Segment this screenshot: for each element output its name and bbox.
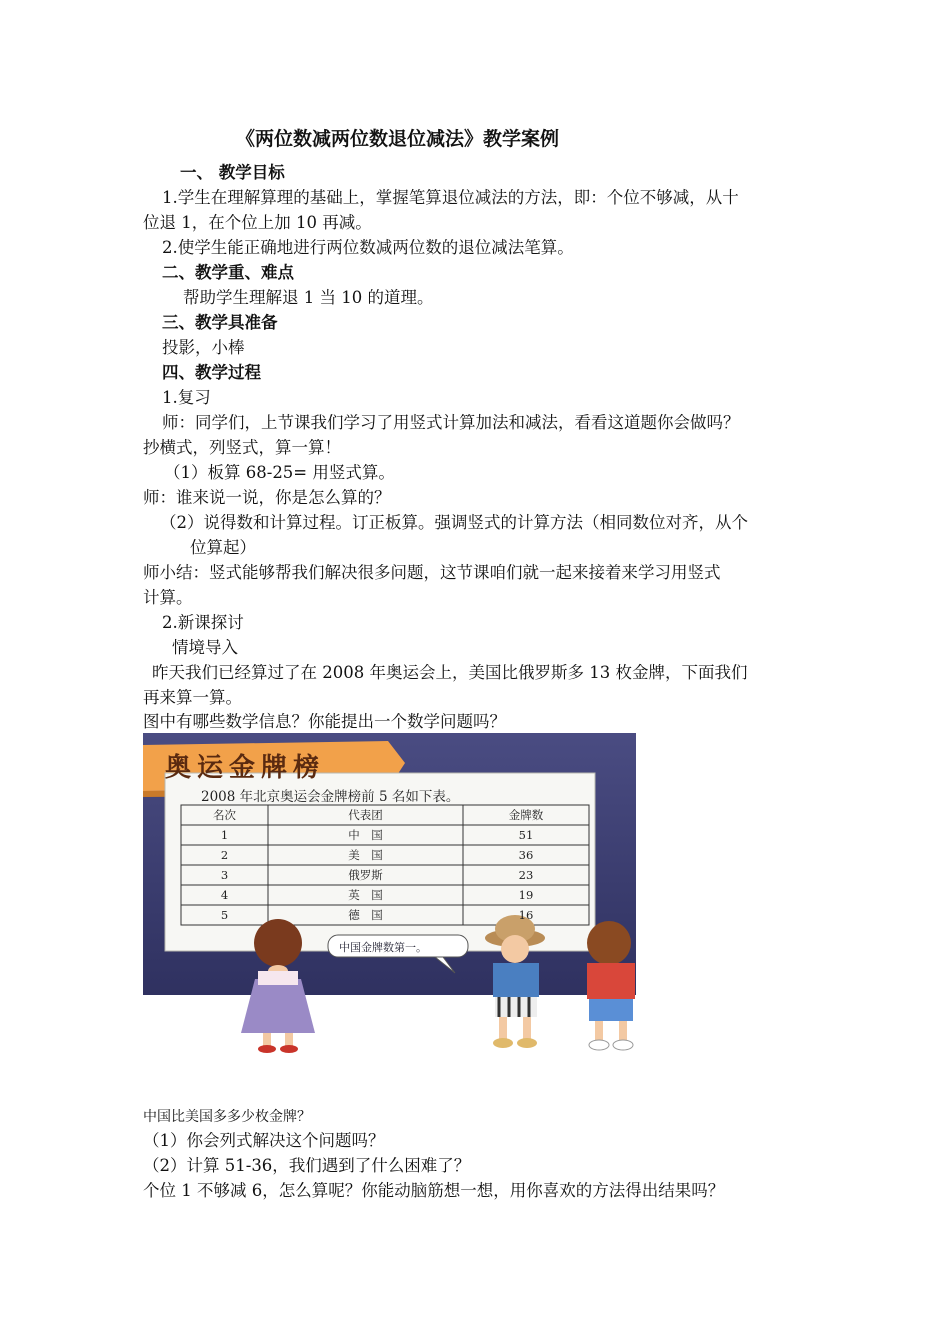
header-team: 代表团 xyxy=(348,808,383,822)
cell-team: 美 国 xyxy=(348,848,383,862)
cell-rank: 4 xyxy=(220,888,229,902)
cell-gold: 23 xyxy=(518,868,534,882)
paragraph-line: 师：谁来说一说，你是怎么算的？ xyxy=(143,488,391,507)
olympic-medal-figure xyxy=(143,733,650,1055)
paragraph-line: （1）板算 68-25= 用竖式算。 xyxy=(164,463,395,482)
cell-rank: 5 xyxy=(220,908,229,922)
paragraph-line: 1.复习 xyxy=(162,388,211,407)
paragraph-line: 昨天我们已经算过了在 2008 年奥运会上，美国比俄罗斯多 13 枚金牌，下面我们 xyxy=(152,663,748,682)
paragraph-line: 再来算一算。 xyxy=(143,688,242,707)
cell-team: 中 国 xyxy=(348,828,383,842)
document-title: 《两位数减两位数退位减法》教学案例 xyxy=(236,128,560,150)
header-rank: 名次 xyxy=(213,808,236,822)
paragraph-line: 师小结：竖式能够帮我们解决很多问题，这节课咱们就一起来接着来学习用竖式 xyxy=(143,563,721,582)
paragraph-line: 1.学生在理解算理的基础上，掌握笔算退位减法的方法，即：个位不够减，从十 xyxy=(162,188,739,207)
cell-gold: 19 xyxy=(518,888,534,902)
paragraph-line: 位算起） xyxy=(190,538,256,557)
cell-team: 英 国 xyxy=(348,888,383,902)
heading-materials: 三、教学具准备 xyxy=(162,313,278,332)
cell-rank: 2 xyxy=(220,848,229,862)
cell-rank: 3 xyxy=(220,868,229,882)
paragraph-line: 抄横式，列竖式，算一算！ xyxy=(143,438,341,457)
cell-team: 德 国 xyxy=(348,908,383,922)
table-row xyxy=(181,845,589,865)
cell-gold: 16 xyxy=(518,908,534,922)
cell-rank: 1 xyxy=(220,828,229,842)
paragraph-line: 中国比美国多多少枚金牌？ xyxy=(143,1109,311,1125)
heading-teaching-goals: 一、 教学目标 xyxy=(180,163,285,182)
table-row xyxy=(181,905,589,925)
medal-table xyxy=(181,805,589,925)
paragraph-line: 计算。 xyxy=(143,588,193,607)
paragraph-line: （2）说得数和计算过程。订正板算。强调竖式的计算方法（相同数位对齐，从个 xyxy=(160,513,748,532)
table-row xyxy=(181,885,589,905)
paragraph-line: 师：同学们，上节课我们学习了用竖式计算加法和减法，看看这道题你会做吗？ xyxy=(162,413,740,432)
paragraph-line: 个位 1 不够减 6，怎么算呢？你能动脑筋想一想，用你喜欢的方法得出结果吗？ xyxy=(143,1181,725,1200)
banner-title: 奥运金牌榜 xyxy=(165,753,326,783)
cell-team: 俄罗斯 xyxy=(348,868,383,882)
boy-with-hat-figure xyxy=(485,915,545,1048)
paragraph-line: 投影，小棒 xyxy=(162,338,245,357)
paragraph-line: 帮助学生理解退 1 当 10 的道理。 xyxy=(183,288,434,307)
paragraph-line: （2）计算 51-36，我们遇到了什么困难了？ xyxy=(143,1156,471,1175)
table-row xyxy=(181,865,589,885)
paragraph-line: 情境导入 xyxy=(172,638,238,657)
heading-key-points: 二、教学重、难点 xyxy=(162,263,294,282)
heading-process: 四、教学过程 xyxy=(162,363,261,382)
paragraph-line: 图中有哪些数学信息？你能提出一个数学问题吗？ xyxy=(143,712,506,731)
header-gold: 金牌数 xyxy=(508,808,544,822)
table-header-row xyxy=(181,805,589,825)
paragraph-line: 2.使学生能正确地进行两位数减两位数的退位减法笔算。 xyxy=(162,238,574,257)
cell-gold: 36 xyxy=(518,848,534,862)
paragraph-line: （1）你会列式解决这个问题吗？ xyxy=(143,1131,385,1150)
paragraph-line: 2.新课探讨 xyxy=(162,613,244,632)
table-caption: 2008 年北京奥运会金牌榜前 5 名如下表。 xyxy=(201,789,460,805)
speech-bubble-text: 中国金牌数第一。 xyxy=(339,941,427,954)
cell-gold: 51 xyxy=(518,828,534,842)
table-row xyxy=(181,825,589,845)
paragraph-line: 位退 1，在个位上加 10 再减。 xyxy=(143,213,372,232)
boy-figure xyxy=(587,921,635,1050)
